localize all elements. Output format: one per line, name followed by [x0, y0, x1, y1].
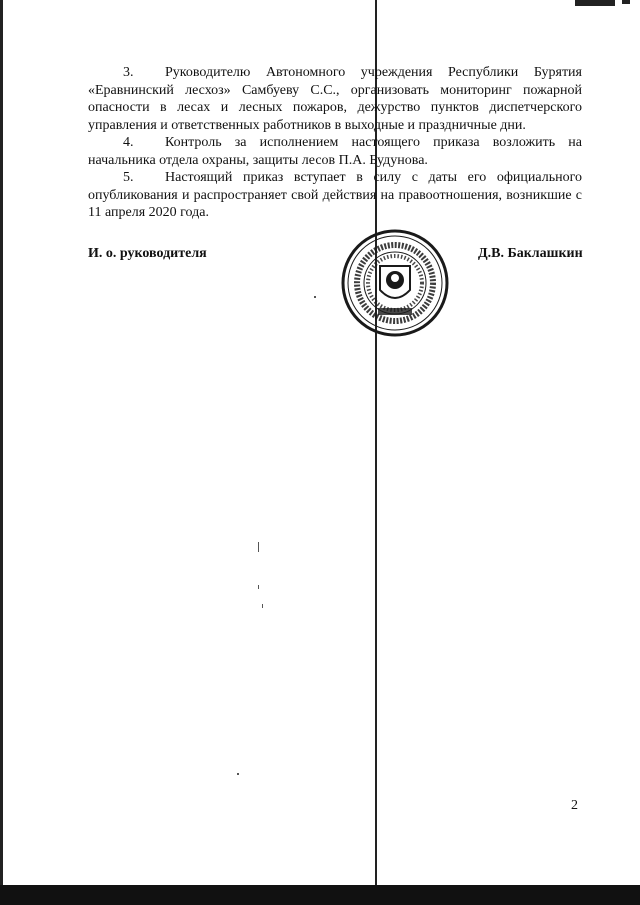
- paragraph-4: [88, 134, 582, 169]
- scan-edge-bottom: [0, 885, 640, 905]
- scan-speck: [314, 296, 316, 298]
- scan-corner-mark-small: [622, 0, 630, 4]
- paragraph-number: 5.: [123, 170, 134, 185]
- paragraph-number: 4.: [123, 135, 134, 150]
- official-seal-stamp: [340, 228, 450, 338]
- scan-speck: [258, 585, 259, 589]
- signatory-title: И. о. руководителя: [88, 246, 207, 261]
- signatory-name: Д.В. Баклашкин: [478, 246, 583, 261]
- paragraph-number: 3.: [123, 65, 134, 80]
- scan-speck: [258, 542, 259, 552]
- paragraph-text: Контроль за исполнением настоящего приказа возложить на начальника отдела охраны, защиты лесов П.А. Будунова.: [88, 135, 582, 168]
- paragraph-text: Руководителю Автономного учреждения Республики Бурятия «Еравнинский лесхоз» Самбуеву С.С., организовать мониторинг пожарной опасности в лесах и лесных пожаров, дежурство пунктов диспетчерского управления и ответственных работников в выходные и праздничные дни.: [88, 65, 582, 133]
- paragraph-text: Настоящий приказ вступает в силу с даты его официального опубликования и распространяет свой действия на правоотношения, возникшие с 11 апреля 2020 года.: [88, 170, 582, 220]
- scan-corner-mark: [575, 0, 615, 6]
- paragraph-3: [88, 64, 582, 134]
- scan-edge-left: [0, 0, 3, 905]
- scan-speck: [262, 604, 263, 608]
- scan-speck: [237, 773, 239, 775]
- page-number: 2: [571, 798, 578, 813]
- paragraph-5: [88, 169, 582, 222]
